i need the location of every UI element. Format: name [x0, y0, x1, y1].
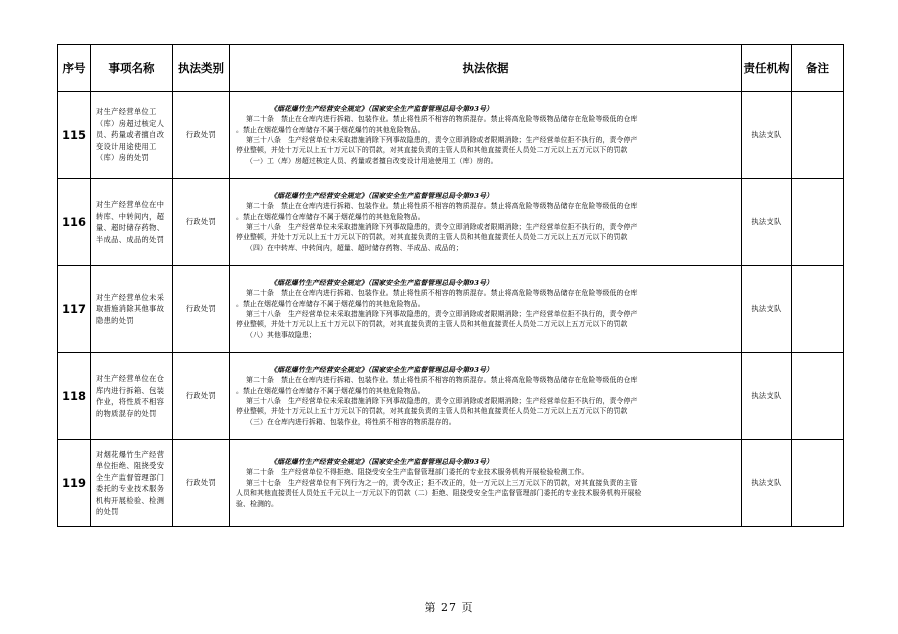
row-number: 118 [58, 353, 91, 440]
basis-line: 。禁止在烟花爆竹仓库储存不属于烟花爆竹的其他危险物品。 [236, 386, 425, 395]
table-row [58, 440, 844, 527]
responsible-unit: 执法支队 [742, 266, 792, 353]
row-number: 119 [58, 440, 91, 527]
basis-line: 第二十条 禁止在仓库内进行拆箱、包装作业。禁止将性质不相容的物质混存。禁止将高危险等级物品储存在危险等级低的仓库 [246, 376, 638, 385]
basis-line: 。禁止在烟花爆竹仓库储存不属于烟花爆竹的其他危险物品。 [236, 125, 425, 134]
item-name: 对生产经营单位工（库）房超过核定人员、药量或者擅自改变设计用途使用工（库）房的处罚 [91, 92, 173, 179]
row-number: 115 [58, 92, 91, 179]
enforcement-type: 行政处罚 [173, 266, 230, 353]
page-number: 第 27 页 [424, 601, 474, 614]
basis-line: （三）在仓库内进行拆箱、包装作业，将性质不相容的物质混存的。 [246, 417, 456, 426]
enforcement-type: 行政处罚 [173, 179, 230, 266]
regulation-title: 《烟花爆竹生产经营安全规定》（国家安全生产监督管理总局令第93号） [270, 365, 494, 374]
basis-line: 第三十八条 生产经营单位未采取措施消除下列事故隐患的，责令立即消除或者限期消除；生产经营单位拒不执行的，责令停产 [246, 397, 638, 405]
basis-line: 停业整顿，并处十万元以上五十万元以下的罚款，对其直接负责的主管人员和其他直接责任人员处二万元以上五万元以下的罚款 [236, 146, 628, 155]
header-row [58, 45, 844, 92]
enforcement-basis [230, 179, 742, 266]
item-name: 对生产经营单位在中转库、中转间内，超量、超时储存药物、半成品、成品的处罚 [91, 179, 173, 266]
basis-line: 停业整顿，并处十万元以上五十万元以下的罚款，对其直接负责的主管人员和其他直接责任人员处二万元以上五万元以下的罚款 [236, 320, 628, 329]
row-number: 117 [58, 266, 91, 353]
basis-line: 。禁止在烟花爆竹仓库储存不属于烟花爆竹的其他危险物品。 [236, 299, 425, 308]
responsible-unit: 执法支队 [742, 440, 792, 527]
enforcement-basis [230, 266, 742, 353]
regulation-title: 《烟花爆竹生产经营安全规定》（国家安全生产监督管理总局令第93号） [270, 191, 494, 200]
basis-line: 第二十条 生产经营单位不得拒绝、阻挠受安全生产监督管理部门委托的专业技术服务机构开展检验检测工作。 [246, 468, 589, 477]
responsible-unit: 执法支队 [742, 179, 792, 266]
regulation-title: 《烟花爆竹生产经营安全规定》（国家安全生产监督管理总局令第93号） [270, 278, 494, 287]
item-name: 对烟花爆竹生产经营单位拒绝、阻挠受安全生产监督管理部门委托的专业技术服务机构开展检验、检测的处罚 [91, 440, 173, 527]
enforcement-type: 行政处罚 [173, 353, 230, 440]
regulation-title: 《烟花爆竹生产经营安全规定》（国家安全生产监督管理总局令第93号） [270, 457, 494, 466]
enforcement-basis [230, 440, 742, 527]
basis-line: 第三十七条 生产经营单位有下列行为之一的，责令改正；拒不改正的，处一万元以上三万元以下的罚款，对其直接负责的主管 [246, 478, 638, 487]
item-name: 对生产经营单位在仓库内进行拆箱、包装作业，将性质不相容的物质混存的处罚 [91, 353, 173, 440]
remark [792, 92, 844, 179]
basis-line: （四）在中转库、中转间内，超量、超时储存药物、半成品、成品的； [246, 243, 463, 252]
enforcement-table [57, 44, 844, 527]
table-row [58, 92, 844, 179]
remark [792, 353, 844, 440]
remark [792, 440, 844, 527]
basis-line: 人员和其他直接责任人员处五千元以上一万元以下的罚款（二）拒绝、阻挠受安全生产监督管理部门委托的专业技术服务机构开展检 [236, 489, 642, 498]
header-note: 备注 [792, 45, 844, 92]
enforcement-basis [230, 353, 742, 440]
basis-line: （八）其他事故隐患； [246, 330, 316, 339]
basis-line: 第三十八条 生产经营单位未采取措施消除下列事故隐患的，责令立即消除或者限期消除；生产经营单位拒不执行的，责令停产 [246, 310, 638, 318]
header-basis: 执法依据 [230, 45, 742, 92]
enforcement-type: 行政处罚 [173, 440, 230, 527]
responsible-unit: 执法支队 [742, 353, 792, 440]
basis-line: 第三十八条 生产经营单位未采取措施消除下列事故隐患的，责令立即消除或者限期消除；生产经营单位拒不执行的，责令停产 [246, 136, 638, 144]
header-num: 序号 [58, 45, 91, 92]
table-row [58, 266, 844, 353]
regulation-title: 《烟花爆竹生产经营安全规定》（国家安全生产监督管理总局令第93号） [270, 104, 494, 113]
item-name: 对生产经营单位未采取措施消除其他事故隐患的处罚 [91, 266, 173, 353]
basis-line: 。禁止在烟花爆竹仓库储存不属于烟花爆竹的其他危险物品。 [236, 212, 425, 221]
basis-line: 第二十条 禁止在仓库内进行拆箱、包装作业。禁止将性质不相容的物质混存。禁止将高危险等级物品储存在危险等级低的仓库 [246, 289, 638, 298]
basis-line: （一）工（库）房超过核定人员、药量或者擅自改变设计用途使用工（库）房的。 [246, 156, 498, 165]
basis-line: 第三十八条 生产经营单位未采取措施消除下列事故隐患的，责令立即消除或者限期消除；生产经营单位拒不执行的，责令停产 [246, 223, 638, 231]
basis-line: 停业整顿，并处十万元以上五十万元以下的罚款，对其直接负责的主管人员和其他直接责任人员处二万元以上五万元以下的罚款 [236, 407, 628, 416]
enforcement-type: 行政处罚 [173, 92, 230, 179]
remark [792, 179, 844, 266]
remark [792, 266, 844, 353]
row-number: 116 [58, 179, 91, 266]
responsible-unit: 执法支队 [742, 92, 792, 179]
header-resp: 责任机构 [742, 45, 792, 92]
header-type: 执法类别 [173, 45, 230, 92]
table-row [58, 353, 844, 440]
basis-line: 第二十条 禁止在仓库内进行拆箱、包装作业。禁止将性质不相容的物质混存。禁止将高危险等级物品储存在危险等级低的仓库 [246, 115, 638, 124]
basis-line: 停业整顿，并处十万元以上五十万元以下的罚款，对其直接负责的主管人员和其他直接责任人员处二万元以上五万元以下的罚款 [236, 233, 628, 242]
basis-line: 验、检测的。 [236, 499, 278, 508]
table-row [58, 179, 844, 266]
basis-line: 第二十条 禁止在仓库内进行拆箱、包装作业。禁止将性质不相容的物质混存。禁止将高危险等级物品储存在危险等级低的仓库 [246, 202, 638, 211]
document-page [57, 44, 843, 527]
header-name: 事项名称 [91, 45, 173, 92]
enforcement-basis [230, 92, 742, 179]
